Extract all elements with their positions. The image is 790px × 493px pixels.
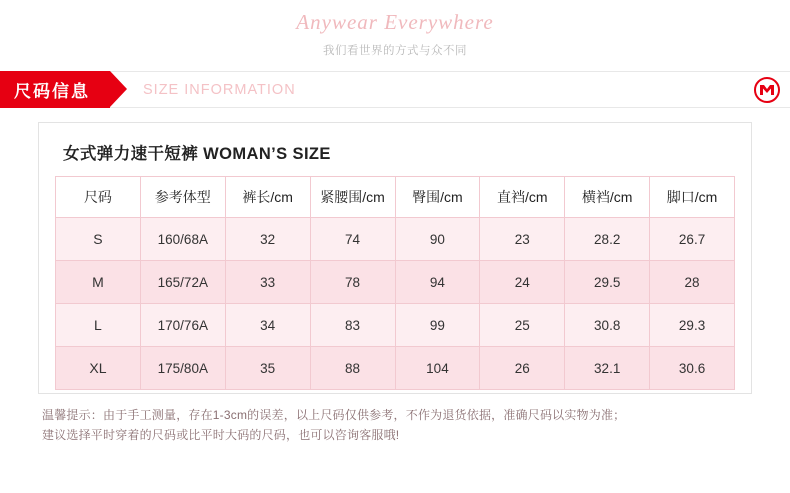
col-header-hip: 臀围/cm (395, 177, 480, 218)
brand-title: Anywear Everywhere (296, 10, 494, 34)
cell-rise: 26 (480, 347, 565, 390)
cell-rise: 24 (480, 261, 565, 304)
size-note (42, 406, 748, 446)
cell-hem: 29.3 (650, 304, 735, 347)
col-header-waist: 紧腰围/cm (310, 177, 395, 218)
cell-thigh: 30.8 (565, 304, 650, 347)
cell-length: 35 (225, 347, 310, 390)
cell-body: 165/72A (140, 261, 225, 304)
cell-size: L (56, 304, 141, 347)
size-info-tag-en: SIZE INFORMATION (143, 81, 296, 98)
cell-body: 175/80A (140, 347, 225, 390)
col-header-hem: 脚口/cm (650, 177, 735, 218)
table-header-row (56, 177, 735, 218)
note-line-1: 温馨提示：由于手工测量，存在1-3cm的误差，以上尺码仅供参考，不作为退货依据，准确尺码以实物为准； (42, 408, 626, 422)
cell-rise: 23 (480, 218, 565, 261)
col-header-body: 参考体型 (140, 177, 225, 218)
cell-length: 34 (225, 304, 310, 347)
col-header-rise: 直裆/cm (480, 177, 565, 218)
col-header-thigh: 横裆/cm (565, 177, 650, 218)
col-header-size: 尺码 (56, 177, 141, 218)
cell-thigh: 32.1 (565, 347, 650, 390)
cell-hip: 90 (395, 218, 480, 261)
cell-thigh: 29.5 (565, 261, 650, 304)
cell-waist: 74 (310, 218, 395, 261)
cell-thigh: 28.2 (565, 218, 650, 261)
size-info-tag: 尺码信息 (0, 71, 110, 108)
cell-hip: 94 (395, 261, 480, 304)
cell-size: XL (56, 347, 141, 390)
cell-waist: 78 (310, 261, 395, 304)
cell-hip: 104 (395, 347, 480, 390)
cell-hip: 99 (395, 304, 480, 347)
col-header-length: 裤长/cm (225, 177, 310, 218)
product-size-title: 女式弹力速干短裤 WOMAN’S SIZE (63, 145, 331, 163)
cell-body: 170/76A (140, 304, 225, 347)
note-line-2: 建议选择平时穿着的尺码或比平时大码的尺码，也可以咨询客服哦! (42, 427, 400, 442)
cell-length: 32 (225, 218, 310, 261)
brand-subtitle: 我们看世界的方式与众不同 (323, 45, 467, 57)
m-logo-icon (754, 77, 780, 103)
cell-size: S (56, 218, 141, 261)
table-row (56, 347, 735, 390)
cell-hem: 26.7 (650, 218, 735, 261)
brand-header (0, 0, 790, 58)
cell-length: 33 (225, 261, 310, 304)
cell-hem: 30.6 (650, 347, 735, 390)
size-table (55, 176, 735, 390)
cell-body: 160/68A (140, 218, 225, 261)
cell-waist: 88 (310, 347, 395, 390)
table-row (56, 304, 735, 347)
cell-rise: 25 (480, 304, 565, 347)
size-card (38, 122, 752, 394)
table-row (56, 261, 735, 304)
cell-size: M (56, 261, 141, 304)
cell-waist: 83 (310, 304, 395, 347)
section-titlebar (0, 71, 790, 108)
cell-hem: 28 (650, 261, 735, 304)
table-row (56, 218, 735, 261)
